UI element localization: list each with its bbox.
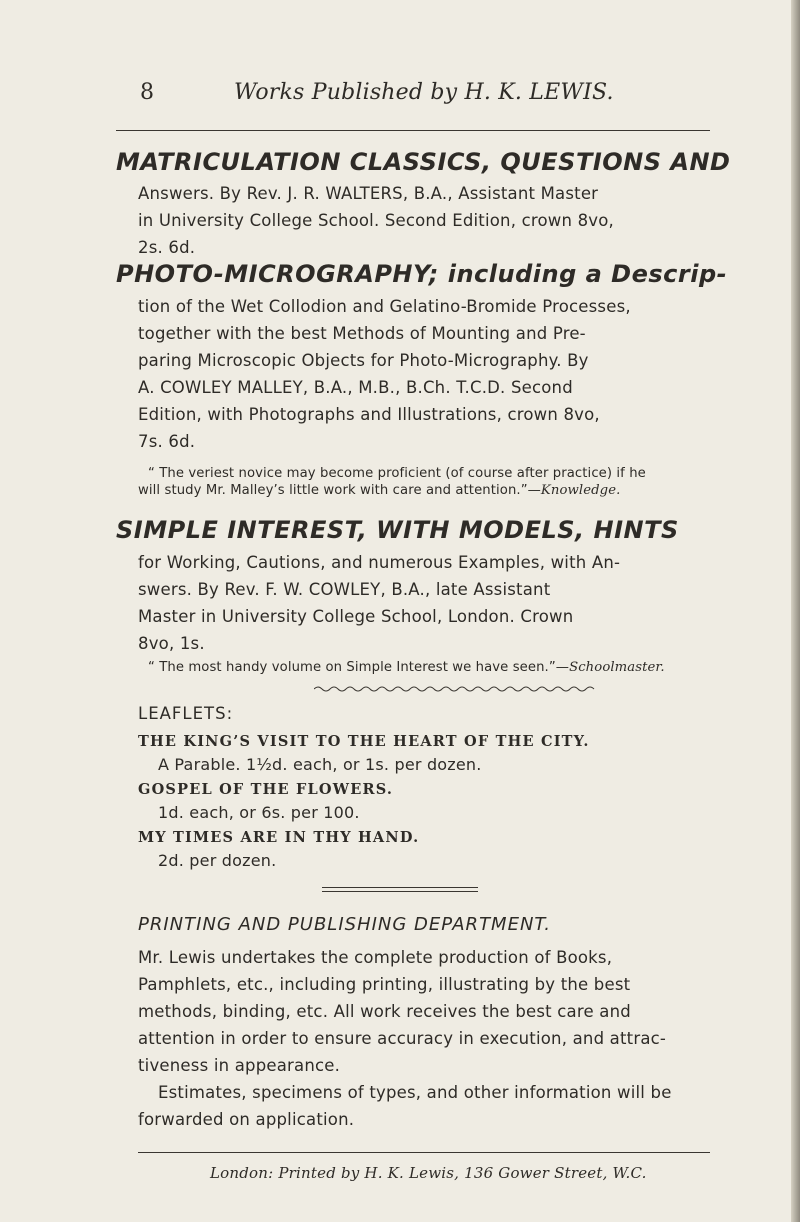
quote-source: Schoolmaster. [569,660,665,675]
leaflet-title: GOSPEL OF THE FLOWERS. [138,781,394,798]
text-line: 7s. 6d. [138,432,196,451]
leaflet-detail: A Parable. 1½d. each, or 1s. per dozen. [158,755,482,774]
department-heading: PRINTING AND PUBLISHING DEPARTMENT. [138,914,552,935]
review-quote-knowledge [138,466,646,498]
text-line: 2s. 6d. [138,238,196,257]
text-line: attention in order to ensure accuracy in execution, and attrac- [138,1029,667,1048]
running-title: Works Published by H. K. LEWIS. [234,80,614,105]
text-line: Edition, with Photographs and Illustrations, crown 8vo, [138,405,600,424]
ornamental-divider [314,684,596,694]
footer-rule [138,1152,710,1153]
double-rule-top [322,887,478,888]
leaflet-detail: 1d. each, or 6s. per 100. [158,803,360,822]
leaflet-title: MY TIMES ARE IN THY HAND. [138,829,420,846]
leaflets-heading: LEAFLETS: [138,704,234,723]
leaflet-detail: 2d. per dozen. [158,851,277,870]
text-line: paring Microscopic Objects for Photo-Micrography. By [138,351,589,370]
text-line: tion of the Wet Collodion and Gelatino-Bromide Processes, [138,297,631,316]
entry-body-matriculation [138,180,614,261]
text-line: forwarded on application. [138,1110,355,1129]
text-line: methods, binding, etc. All work receives the best care and [138,1002,631,1021]
entry-body-simple-interest [138,549,620,657]
quote-line: “ The veriest novice may become proficient (of course after practice) if he [148,466,646,481]
text-line: for Working, Cautions, and numerous Examples, with An- [138,553,621,572]
text-line: in University College School. Second Edition, crown 8vo, [138,211,614,230]
text-line: A. COWLEY MALLEY, B.A., M.B., B.Ch. T.C.D. Second [138,378,573,397]
quote-source: Knowledge. [540,483,621,498]
quote-text: will study Mr. Malley’s little work with care and attention.”— [138,483,541,498]
double-rule-bottom [322,891,478,892]
entry-title-simple-interest: SIMPLE INTEREST, WITH MODELS, HINTS [116,516,679,544]
text-line: Pamphlets, etc., including printing, illustrating by the best [138,975,631,994]
text-line: Answers. By Rev. J. R. WALTERS, B.A., Assistant Master [138,184,599,203]
quote-line [138,483,646,498]
leaflet-title: THE KING’S VISIT TO THE HEART OF THE CITY. [138,733,590,750]
text-line: tiveness in appearance. [138,1056,341,1075]
text-line: Mr. Lewis undertakes the complete production of Books, [138,948,613,967]
entry-title-photo-micrography: PHOTO-MICROGRAPHY; including a Descrip- [116,260,728,288]
page-number: 8 [140,80,154,105]
text-line: 8vo, 1s. [138,634,205,653]
review-quote-schoolmaster [148,660,665,675]
entry-title-matriculation: MATRICULATION CLASSICS, QUESTIONS AND [116,148,731,176]
header-rule [116,130,710,131]
text-line: together with the best Methods of Mounting and Pre- [138,324,586,343]
running-header [0,80,800,110]
department-body [138,944,672,1133]
text-line: Master in University College School, London. Crown [138,607,574,626]
text-line: swers. By Rev. F. W. COWLEY, B.A., late Assistant [138,580,551,599]
text-line: Estimates, specimens of types, and other information will be [158,1083,672,1102]
entry-body-photo-micrography [138,293,631,455]
imprint-footer: London: Printed by H. K. Lewis, 136 Gower Street, W.C. [210,1164,647,1182]
quote-text: “ The most handy volume on Simple Interest we have seen.”— [148,660,570,675]
page-edge-shadow [791,0,800,1222]
